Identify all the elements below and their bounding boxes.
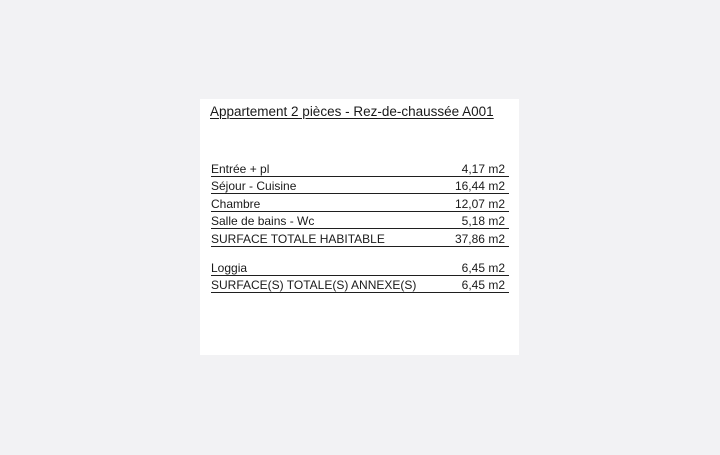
total-habitable-area: 37,86 m2 [454, 231, 505, 246]
table-row [211, 213, 509, 230]
room-area: 4,17 m2 [461, 161, 505, 176]
room-label: Chambre [211, 196, 261, 211]
rooms-surface-table [211, 160, 509, 248]
table-row [211, 160, 509, 177]
total-habitable-label: SURFACE TOTALE HABITABLE [211, 231, 385, 246]
room-label: Entrée + pl [211, 161, 270, 176]
room-label: Séjour - Cuisine [211, 179, 297, 193]
table-row [211, 178, 509, 195]
total-annexes-label: SURFACE(S) TOTALE(S) ANNEXE(S) [211, 278, 417, 292]
total-habitable-row [211, 230, 509, 247]
floor-plan-surface-sheet [200, 99, 519, 355]
table-row [211, 195, 509, 212]
room-area: 16,44 m2 [454, 179, 505, 193]
annexes-surface-table [211, 259, 509, 294]
annex-label: Loggia [211, 260, 248, 275]
total-annexes-row [211, 277, 509, 294]
total-annexes-area: 6,45 m2 [461, 278, 505, 292]
room-area: 12,07 m2 [454, 196, 505, 211]
room-area: 5,18 m2 [461, 214, 505, 228]
annex-area: 6,45 m2 [461, 260, 505, 275]
table-row [211, 259, 509, 276]
document-title: Appartement 2 pièces - Rez-de-chaussée A001 [210, 104, 494, 119]
room-label: Salle de bains - Wc [211, 214, 315, 228]
